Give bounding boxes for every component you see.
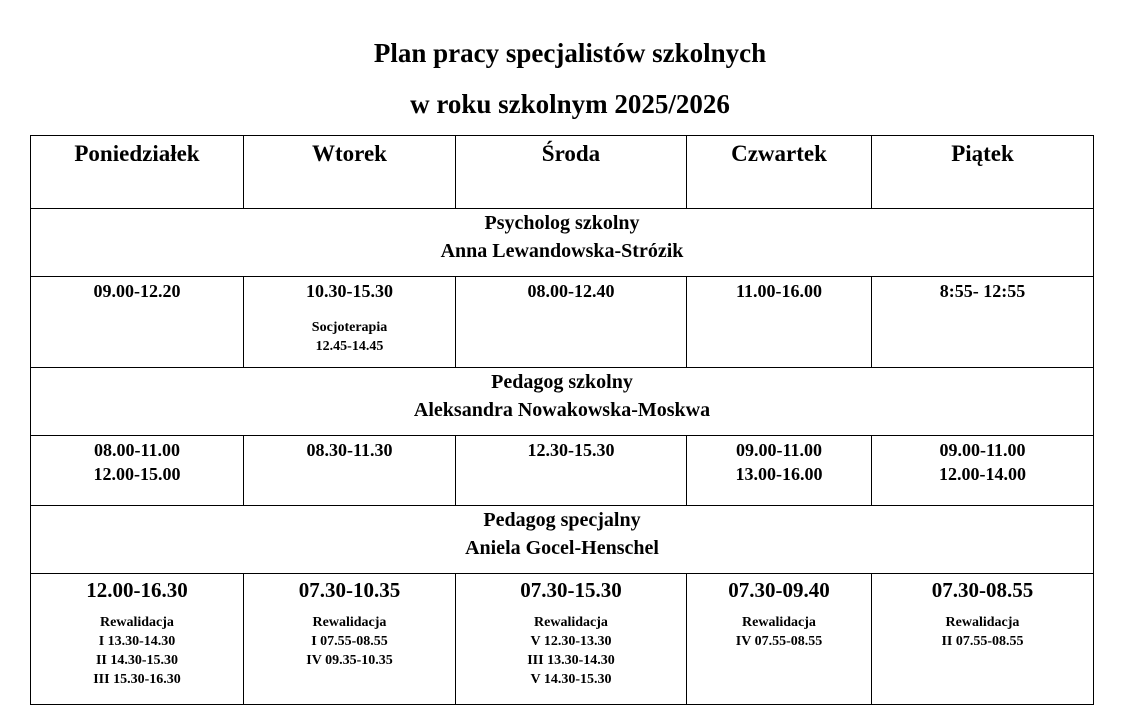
schedule-cell-tuesday — [244, 277, 456, 368]
note-text: 12.45-14.45 — [315, 339, 384, 354]
day-header-thursday: Czwartek — [687, 136, 872, 209]
page-subtitle: w roku szkolnym 2025/2026 — [410, 89, 730, 119]
note-text: III 13.30-14.30 — [527, 653, 615, 668]
hours-text: 12.30-15.30 — [527, 440, 615, 460]
note-text: Rewalidacja — [945, 615, 1020, 630]
hours-text: 13.00-16.00 — [735, 464, 823, 484]
note-text: II 07.55-08.55 — [941, 634, 1024, 649]
note-text: IV 09.35-10.35 — [306, 653, 393, 668]
hours-text: 08.00-11.00 — [93, 440, 180, 460]
schedule-table — [30, 135, 1094, 705]
schedule-cell-thursday — [687, 574, 872, 705]
note-text: V 14.30-15.30 — [530, 672, 612, 687]
page-title: Plan pracy specjalistów szkolnych — [373, 38, 767, 68]
section-header-school-pedagogue — [31, 368, 1094, 436]
section-role: Pedagog szkolny — [491, 371, 633, 393]
schedule-cell-wednesday — [456, 436, 687, 506]
hours-text: 12.00-15.00 — [93, 464, 181, 484]
schedule-cell-friday — [872, 574, 1094, 705]
section-header-cell — [31, 506, 1094, 574]
section-header-special-pedagogue — [31, 506, 1094, 574]
schedule-row-psychologist — [31, 277, 1094, 368]
hours-text: 12.00-16.30 — [86, 578, 188, 602]
note-text: I 13.30-14.30 — [98, 634, 176, 649]
hours-text: 09.00-12.20 — [93, 281, 181, 301]
note-text: V 12.30-13.30 — [530, 634, 612, 649]
schedule-cell-monday — [31, 436, 244, 506]
section-role: Pedagog specjalny — [483, 509, 641, 531]
schedule-cell-thursday — [687, 436, 872, 506]
note-text: IV 07.55-08.55 — [735, 634, 823, 649]
schedule-cell-tuesday — [244, 436, 456, 506]
note-text: II 14.30-15.30 — [95, 653, 179, 668]
section-header-cell — [31, 368, 1094, 436]
hours-text: 07.30-08.55 — [931, 578, 1034, 602]
hours-text: 09.00-11.00 — [939, 440, 1026, 460]
section-header-psychologist — [31, 209, 1094, 277]
day-header-tuesday: Wtorek — [244, 136, 456, 209]
note-text: Socjoterapia — [311, 320, 388, 335]
schedule-cell-friday — [872, 436, 1094, 506]
hours-text: 8:55- 12:55 — [939, 281, 1026, 301]
hours-text: 10.30-15.30 — [306, 281, 393, 301]
schedule-cell-monday — [31, 574, 244, 705]
day-header-friday: Piątek — [872, 136, 1094, 209]
schedule-cell-wednesday — [456, 574, 687, 705]
schedule-cell-wednesday — [456, 277, 687, 368]
header-row — [31, 136, 1094, 209]
section-header-cell — [31, 209, 1094, 277]
hours-text: 07.30-09.40 — [728, 578, 830, 602]
note-text: I 07.55-08.55 — [311, 634, 388, 649]
day-header-wednesday: Środa — [456, 136, 687, 209]
hours-text: 09.00-11.00 — [735, 440, 822, 460]
schedule-row-special-pedagogue — [31, 574, 1094, 705]
note-text: III 15.30-16.30 — [93, 672, 181, 687]
section-person: Anna Lewandowska-Strózik — [440, 240, 684, 262]
schedule-row-school-pedagogue — [31, 436, 1094, 506]
schedule-cell-monday — [31, 277, 244, 368]
hours-text: 08.30-11.30 — [306, 440, 393, 460]
day-header-monday: Poniedziałek — [31, 136, 244, 209]
section-role: Psycholog szkolny — [484, 212, 640, 234]
hours-text: 07.30-10.35 — [298, 578, 401, 602]
hours-text: 11.00-16.00 — [735, 281, 822, 301]
note-text: Rewalidacja — [742, 615, 816, 630]
note-text: Rewalidacja — [100, 615, 174, 630]
section-person: Aleksandra Nowakowska-Moskwa — [413, 399, 711, 421]
schedule-cell-friday — [872, 277, 1094, 368]
schedule-cell-tuesday — [244, 574, 456, 705]
note-text: Rewalidacja — [534, 615, 608, 630]
hours-text: 12.00-14.00 — [939, 464, 1026, 484]
section-person: Aniela Gocel-Henschel — [465, 537, 659, 559]
hours-text: 08.00-12.40 — [527, 281, 615, 301]
note-text: Rewalidacja — [312, 615, 387, 630]
schedule-cell-thursday — [687, 277, 872, 368]
hours-text: 07.30-15.30 — [520, 578, 622, 602]
